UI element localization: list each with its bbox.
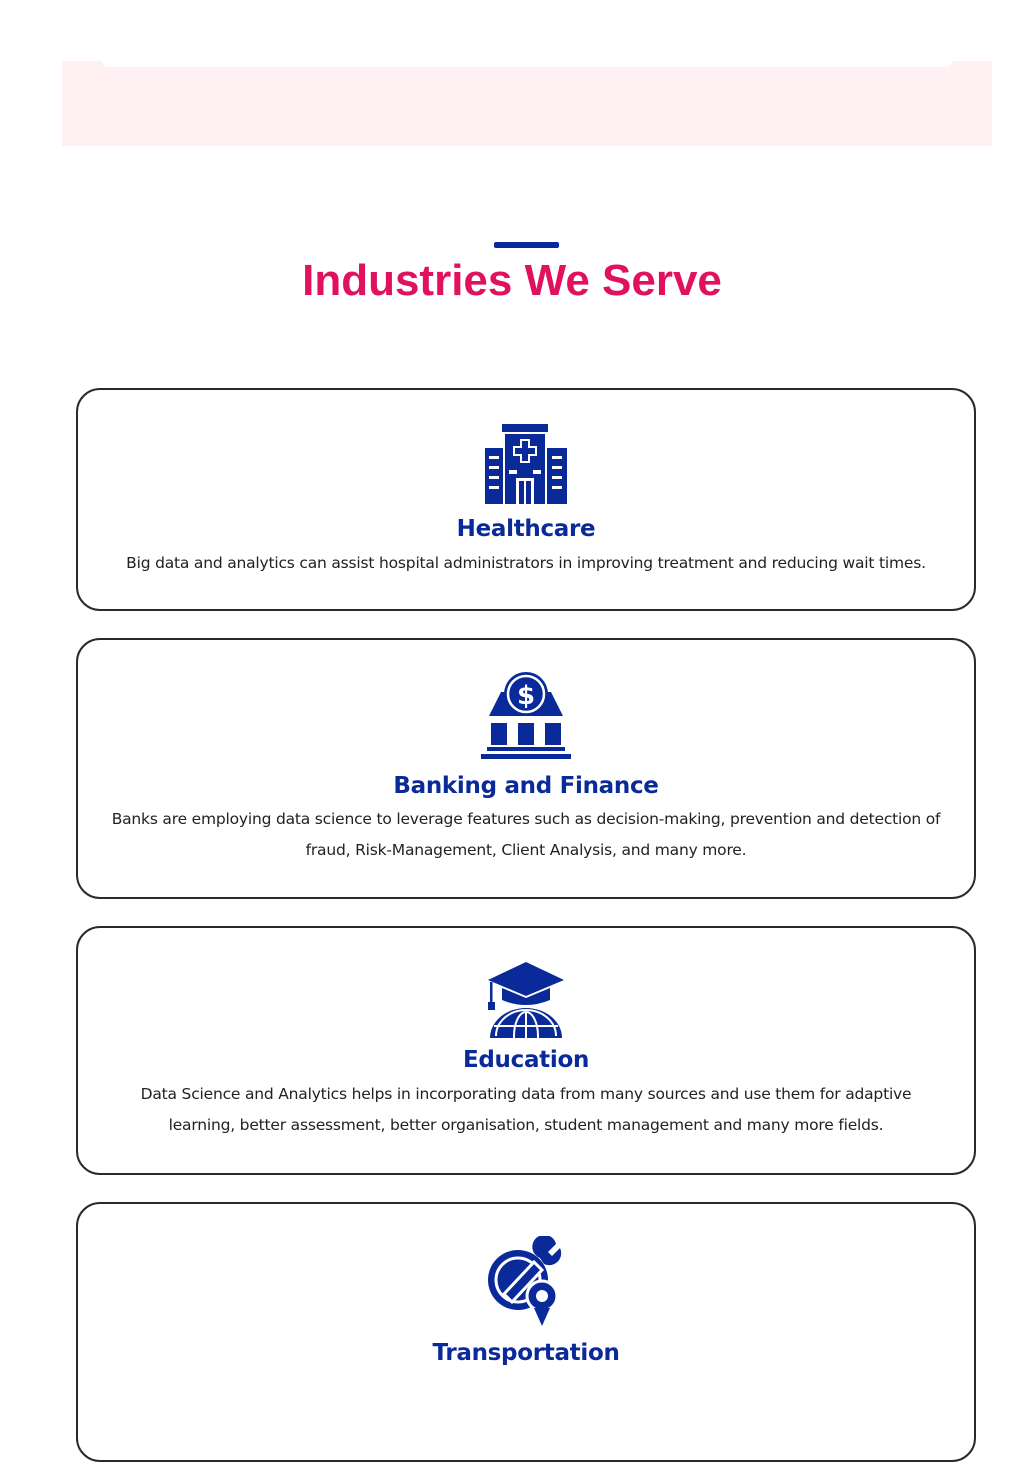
transport-tools-icon bbox=[486, 1236, 566, 1328]
industry-description: Data Science and Analytics helps in incorporating data from many sources and use them for adaptive learning, better assessment, better organisation, student management and many more fields. bbox=[140, 1085, 912, 1134]
banner-edge bbox=[102, 61, 952, 67]
industry-title: Banking and Finance bbox=[393, 773, 659, 799]
industry-card-healthcare bbox=[76, 388, 976, 611]
industry-title: Transportation bbox=[432, 1340, 620, 1366]
hospital-icon bbox=[485, 424, 567, 504]
bank-icon bbox=[481, 672, 571, 760]
industry-description: Banks are employing data science to leverage features such as decision-making, prevention and detection of fraud, Risk-Management, Client Analysis, and many more. bbox=[111, 810, 941, 859]
industry-title: Healthcare bbox=[456, 516, 596, 542]
industry-card-education bbox=[76, 926, 976, 1175]
graduation-cap-globe-icon bbox=[486, 960, 566, 1038]
industry-title: Education bbox=[462, 1047, 590, 1073]
svg-text:$: $ bbox=[516, 681, 536, 711]
section-title: Industries We Serve bbox=[302, 256, 722, 305]
industry-description: Big data and analytics can assist hospital administrators in improving treatment and reducing wait times. bbox=[126, 554, 926, 572]
title-accent-bar bbox=[494, 242, 559, 248]
industry-card-transportation bbox=[76, 1202, 976, 1462]
top-banner bbox=[62, 61, 992, 146]
industry-card-banking bbox=[76, 638, 976, 899]
